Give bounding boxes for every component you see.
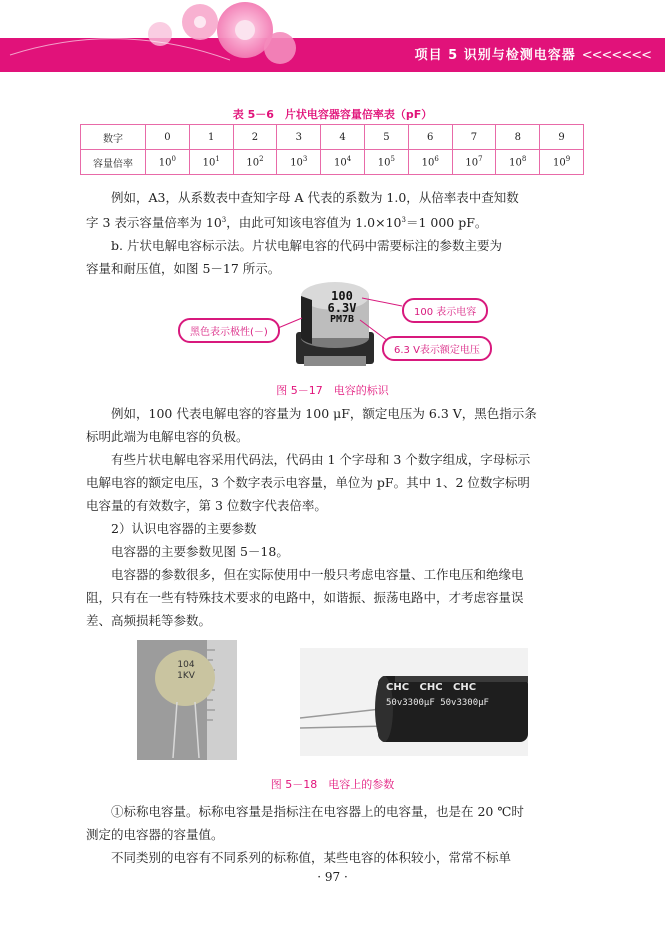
callout-voltage: 6.3 V表示额定电压 bbox=[382, 336, 492, 361]
table-cell: 5 bbox=[364, 125, 408, 150]
paragraph-code-method: 有些片状电解电容采用代码法，代码由 1 个字母和 3 个数字组成，字母标示 电解电容的额定电压，3 个数字表示电容量，单位为 pF。其中 1、2 位数字标明 电容量的有效数字，第 3 位数字代表倍率。 bbox=[86, 452, 531, 513]
ceramic-capacitor-image bbox=[137, 640, 237, 760]
callout-polarity: 黑色表示极性(－) bbox=[178, 318, 280, 343]
table-cell: $10^1$ bbox=[189, 150, 233, 175]
chevron-left-icon: <<<<<<< bbox=[581, 48, 651, 63]
table-cell: 0 bbox=[146, 125, 190, 150]
electrolytic-brand-marking: CHC CHC CHC bbox=[386, 682, 477, 693]
section-heading-parameters: 2）认识电容器的主要参数 bbox=[111, 521, 257, 536]
ceramic-marking: 104 1KV bbox=[177, 660, 195, 681]
table-cell: 9 bbox=[540, 125, 584, 150]
table-header-digit: 数字 bbox=[81, 125, 146, 150]
table-header-multiplier: 容量倍率 bbox=[81, 150, 146, 175]
electrolytic-rating-marking: 50v3300μF 50v3300μF bbox=[386, 698, 489, 708]
paragraph-electrolytic-notation: b. 片状电解电容标示法。片状电解电容的代码中需要标注的参数主要为 容量和耐压值，如图 5－17 所示。 bbox=[86, 238, 502, 276]
table-cell: $10^6$ bbox=[408, 150, 452, 175]
table-cell: 2 bbox=[233, 125, 277, 150]
table-cell: 1 bbox=[189, 125, 233, 150]
capacitor-marking: 100 6.3V PM7B bbox=[327, 289, 357, 325]
table-cell: 4 bbox=[321, 125, 365, 150]
paragraph-nominal-capacitance: ①标称电容量。标称电容量是指标注在电容器上的电容量，也是在 20 ℃时 测定的电容器的容量值。 bbox=[86, 804, 524, 842]
table-cell: $10^8$ bbox=[496, 150, 540, 175]
table-cell: $10^0$ bbox=[146, 150, 190, 175]
paragraph-example-100: 例如，100 代表电解电容的容量为 100 μF，额定电压为 6.3 V，黑色指示条 标明此端为电解电容的负极。 bbox=[86, 406, 537, 444]
table-cell: 3 bbox=[277, 125, 321, 150]
page-number: · 97 · bbox=[317, 870, 348, 884]
paragraph-parameters: 电容器的参数很多，但在实际使用中一般只考虑电容量、工作电压和绝缘电 阻，只有在一些有特殊技术要求的电路中，如谐振、振荡电路中，才考虑容量误 差、高频损耗等参数。 bbox=[86, 567, 524, 628]
table-caption: 表 5－6 片状电容器容量倍率表（pF） bbox=[232, 108, 433, 121]
table-cell: 8 bbox=[496, 125, 540, 150]
callout-capacity: 100 表示电容 bbox=[402, 298, 488, 323]
chapter-title-text: 项目 5 识别与检测电容器 bbox=[414, 48, 576, 63]
figure-17-caption: 图 5－17 电容的标识 bbox=[276, 384, 389, 397]
table-cell: $10^3$ bbox=[277, 150, 321, 175]
paragraph-see-figure: 电容器的主要参数见图 5－18。 bbox=[111, 544, 289, 559]
table-cell: 7 bbox=[452, 125, 496, 150]
table-cell: 6 bbox=[408, 125, 452, 150]
paragraph-example-a3: 例如，A3，从系数表中查知字母 A 代表的系数为 1.0，从倍率表中查知数 字 3 表示容量倍率为 $10^3$，由此可知该电容值为 $1.0\times 10^3=1$ 000 pF。 bbox=[86, 190, 519, 231]
figure-18-caption: 图 5－18 电容上的参数 bbox=[270, 778, 395, 791]
table-cell: $10^9$ bbox=[540, 150, 584, 175]
table-cell: $10^5$ bbox=[364, 150, 408, 175]
paragraph-nominal-values: 不同类别的电容有不同系列的标称值，某些电容的体积较小，常常不标单 bbox=[111, 850, 512, 865]
table-cell: $10^4$ bbox=[321, 150, 365, 175]
table-cell: $10^2$ bbox=[233, 150, 277, 175]
table-cell: $10^7$ bbox=[452, 150, 496, 175]
